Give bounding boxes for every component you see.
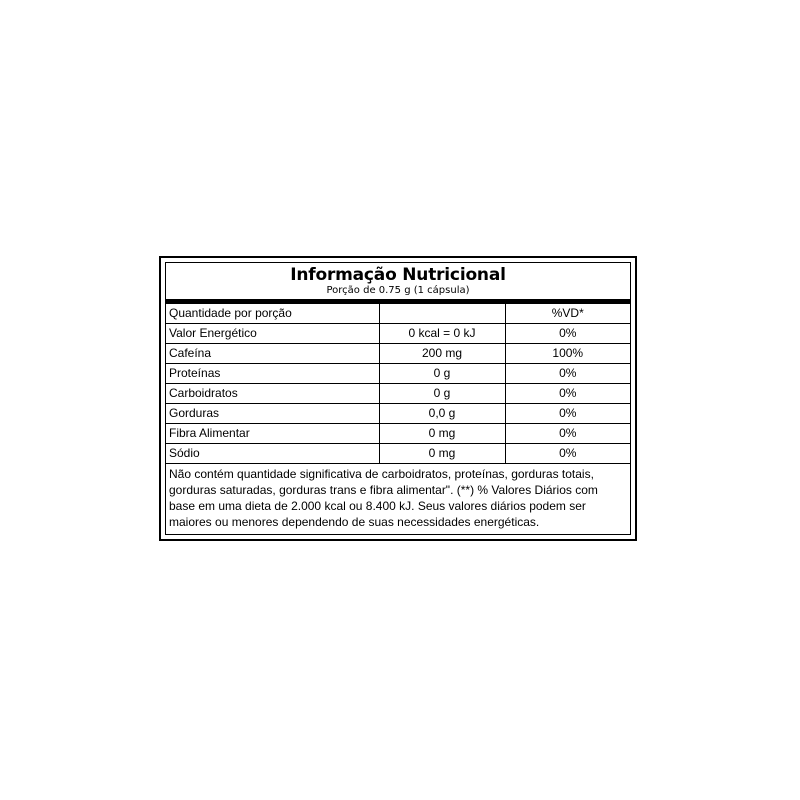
nutrient-name: Proteínas [166,364,379,384]
header-name-cell: Quantidade por porção [166,304,379,324]
table-row [166,404,630,424]
label-title: Informação Nutricional [290,265,506,285]
table-header-row [166,304,630,324]
nutrition-label [159,256,637,541]
header-amount-cell [379,304,505,324]
nutrient-name: Cafeína [166,344,379,364]
table-row [166,324,630,344]
table-row [166,384,630,404]
nutrient-amount: 0 kcal = 0 kJ [379,324,505,344]
nutrient-amount: 0 g [379,364,505,384]
table-row [166,424,630,444]
nutrient-dv: 0% [505,404,630,424]
nutrient-amount: 0 mg [379,444,505,464]
nutrient-name: Carboidratos [166,384,379,404]
nutrient-name: Valor Energético [166,324,379,344]
nutrition-table [166,304,630,464]
nutrient-dv: 0% [505,444,630,464]
nutrient-dv: 0% [505,384,630,404]
nutrient-dv: 100% [505,344,630,364]
footnote: Não contém quantidade significativa de carboidratos, proteínas, gorduras totais, gorduras saturadas, gorduras trans e fibra alimentar". (**) % Valores Diários com base em uma dieta de 2.000 kcal ou 8.400 kJ. Seus valores diários podem ser maiores ou menores dependendo de suas necessidades energéticas. [169,467,598,529]
nutrient-name: Gorduras [166,404,379,424]
nutrition-label-inner [165,262,631,535]
table-row [166,444,630,464]
header-dv-cell: %VD* [505,304,630,324]
nutrient-amount: 200 mg [379,344,505,364]
nutrient-amount: 0,0 g [379,404,505,424]
label-header [166,263,630,299]
serving-size: Porção de 0.75 g (1 cápsula) [326,285,470,296]
table-row [166,364,630,384]
nutrient-name: Sódio [166,444,379,464]
nutrient-dv: 0% [505,424,630,444]
nutrient-dv: 0% [505,364,630,384]
nutrient-amount: 0 mg [379,424,505,444]
nutrient-name: Fibra Alimentar [166,424,379,444]
table-row [166,344,630,364]
nutrient-dv: 0% [505,324,630,344]
nutrient-amount: 0 g [379,384,505,404]
